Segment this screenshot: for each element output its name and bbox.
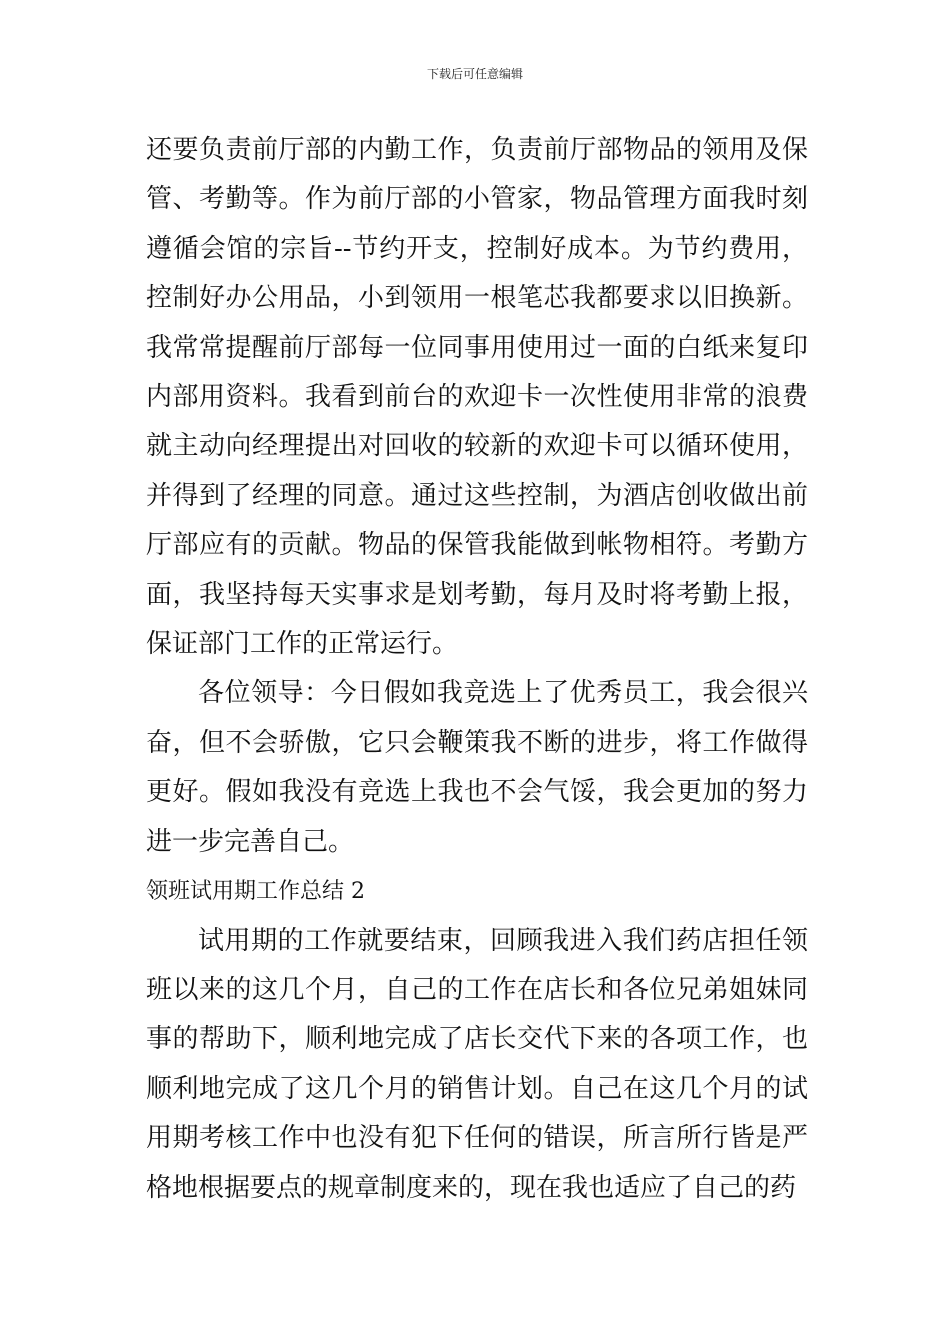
document-body	[146, 126, 808, 1213]
paragraph-2: 各位领导：今日假如我竞选上了优秀员工，我会很兴奋，但不会骄傲，它只会鞭策我不断的进步，将工作做得更好。假如我没有竞选上我也不会气馁，我会更加的努力进一步完善自己。	[146, 678, 808, 857]
section-title: 领班试用期工作总结 2	[146, 879, 365, 905]
paragraph-3: 试用期的工作就要结束，回顾我进入我们药店担任领班以来的这几个月，自己的工作在店长和各位兄弟姐妹同事的帮助下，顺利地完成了店长交代下来的各项工作，也顺利地完成了这几个月的销售计划。自己在这几个月的试用期考核工作中也没有犯下任何的错误，所言所行皆是严格地根据要点的规章制度来的，现在我也适应了自己的药	[146, 925, 808, 1203]
paragraph-1: 还要负责前厅部的内勤工作，负责前厅部物品的领用及保管、考勤等。作为前厅部的小管家，物品管理方面我时刻遵循会馆的宗旨--节约开支，控制好成本。为节约费用，控制好办公用品，小到领用一根笔芯我都要求以旧换新。我常常提醒前厅部每一位同事用使用过一面的白纸来复印内部用资料。我看到前台的欢迎卡一次性使用非常的浪费就主动向经理提出对回收的较新的欢迎卡可以循环使用，并得到了经理的同意。通过这些控制，为酒店创收做出前厅部应有的贡献。物品的保管我能做到帐物相符。考勤方面，我坚持每天实事求是划考勤，每月及时将考勤上报，保证部门工作的正常运行。	[146, 135, 808, 660]
header-note: 下载后可任意编辑	[426, 67, 523, 81]
